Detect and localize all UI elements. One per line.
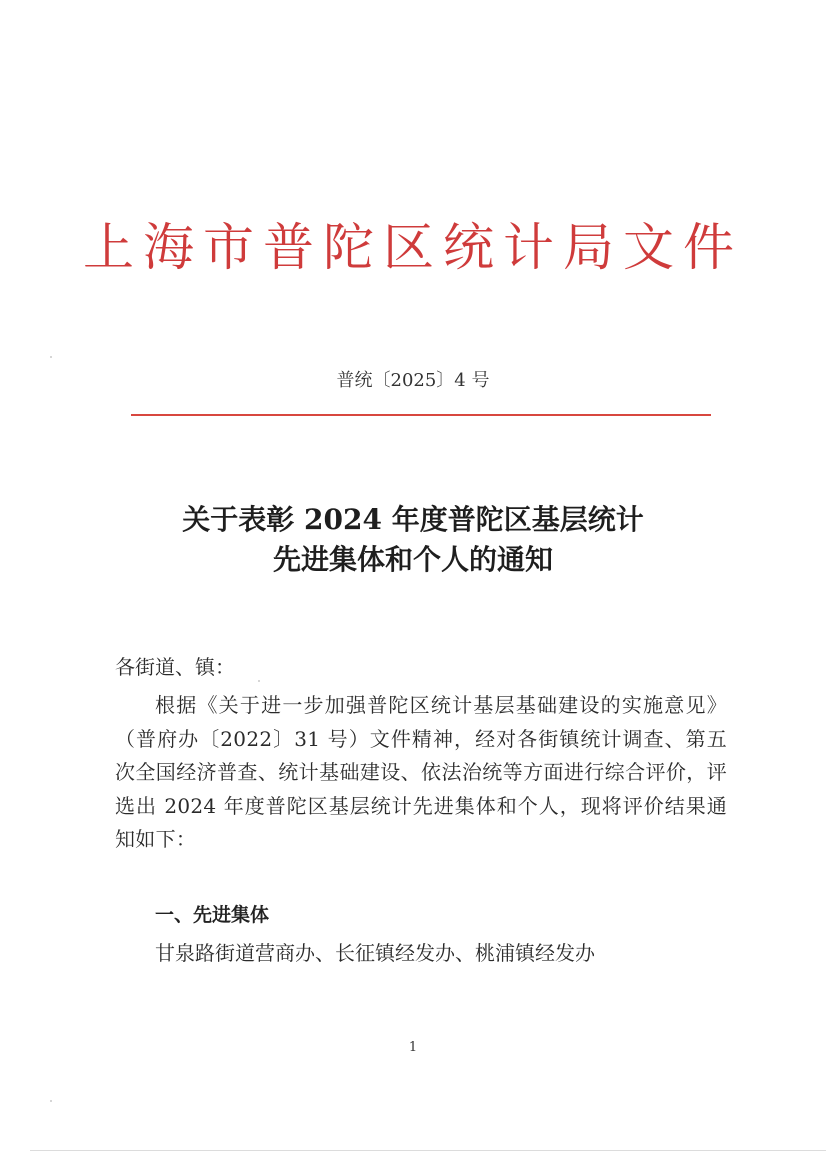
scan-speck bbox=[258, 680, 260, 682]
scan-speck bbox=[50, 356, 52, 358]
scan-edge-line bbox=[30, 1150, 826, 1151]
page-number: 1 bbox=[408, 1040, 418, 1055]
body-paragraph: 根据《关于进一步加强普陀区统计基层基础建设的实施意见》（普府办〔2022〕31 号）文件精神，经对各街镇统计调查、第五次全国经济普查、统计基础建设、依法治统等方面进行综合评价，评选出 2024 年度普陀区基层统计先进集体和个人，现将评价结果通知如下： bbox=[115, 693, 727, 851]
document-title-line-1: 关于表彰 2024 年度普陀区基层统计 bbox=[182, 503, 644, 536]
document-title-line-2: 先进集体和个人的通知 bbox=[272, 543, 553, 576]
salutation: 各街道、镇： bbox=[115, 655, 235, 679]
red-divider-line bbox=[131, 414, 711, 416]
advanced-collectives-list: 甘泉路街道营商办、长征镇经发办、桃浦镇经发办 bbox=[155, 941, 595, 965]
scan-speck bbox=[50, 1100, 52, 1102]
document-number: 普统〔2025〕4 号 bbox=[336, 370, 490, 391]
section-heading-advanced-collectives: 一、先进集体 bbox=[155, 904, 270, 926]
agency-name: 上海市普陀区统计局文件 bbox=[82, 219, 743, 278]
